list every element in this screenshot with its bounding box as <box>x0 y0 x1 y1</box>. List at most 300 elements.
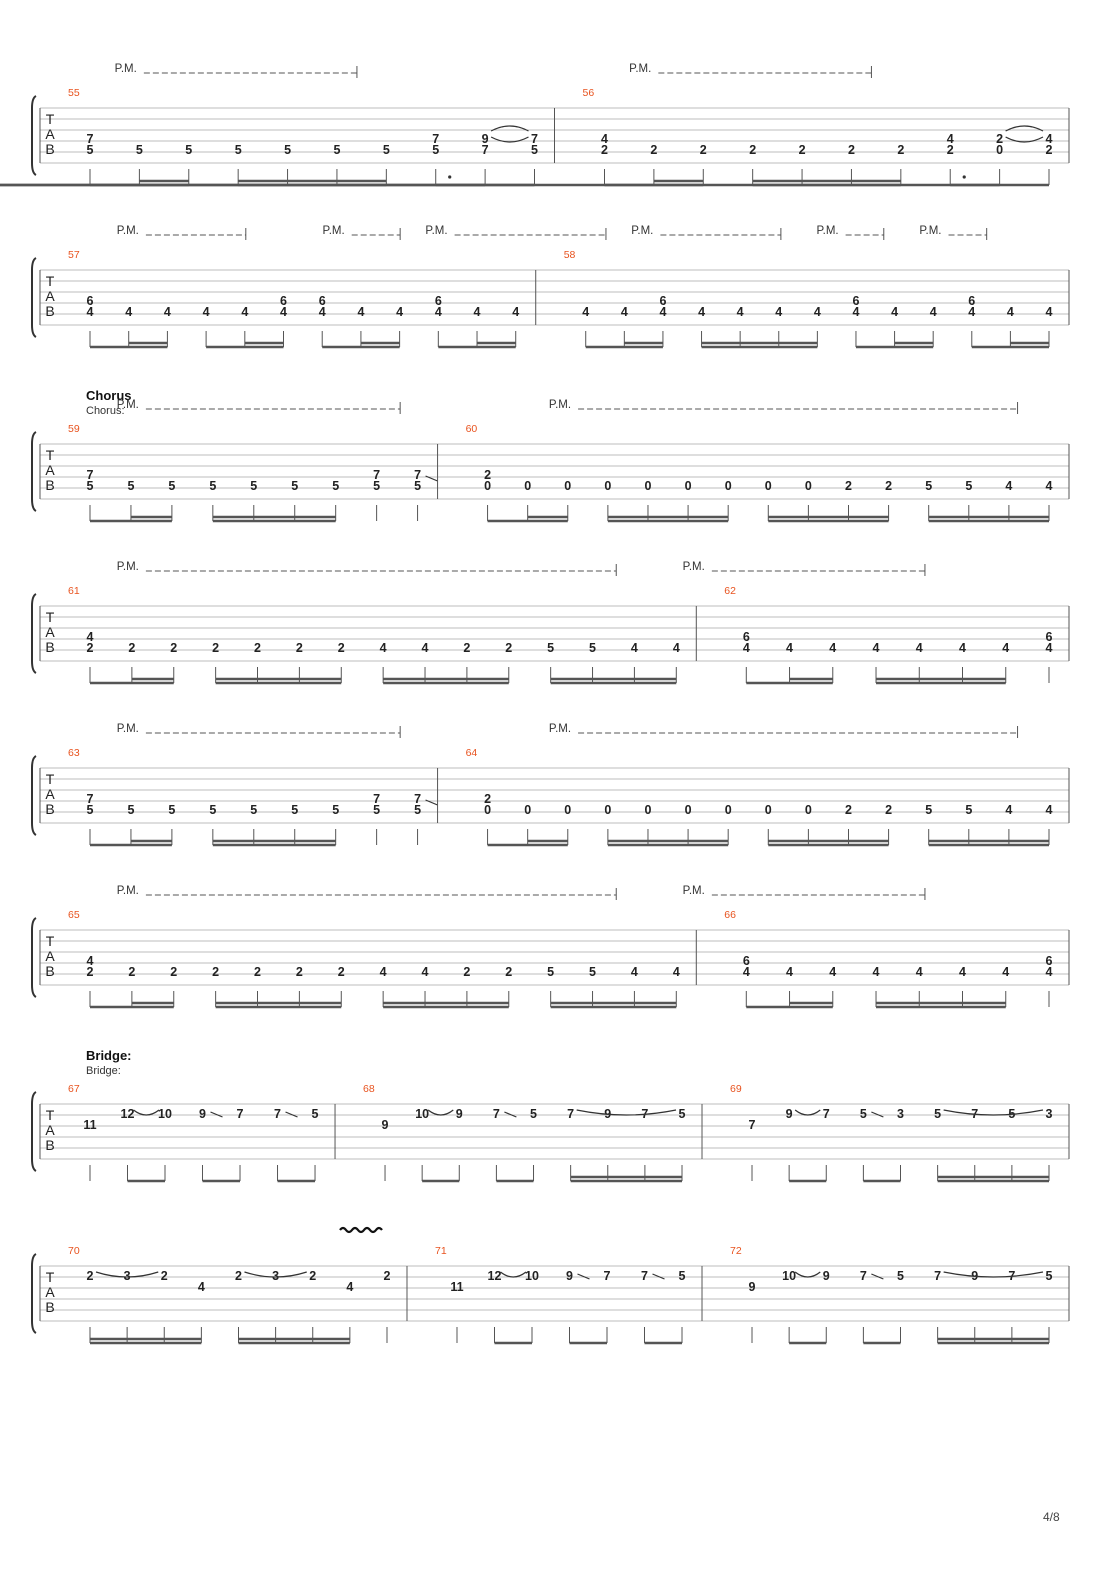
measure <box>702 1083 1053 1181</box>
fret-number: 3 <box>272 1269 280 1283</box>
fret-number: 9 <box>566 1269 573 1283</box>
fret-number: 5 <box>86 803 94 817</box>
fret-number: 2 <box>845 803 852 817</box>
measure-number: 69 <box>730 1083 742 1095</box>
fret-number: 4 <box>1005 479 1013 493</box>
fret-number: 5 <box>284 143 292 157</box>
section-title: Chorus <box>86 388 132 403</box>
fret-number: 4 <box>829 965 837 979</box>
fret-number: 5 <box>382 143 390 157</box>
measure <box>68 249 519 347</box>
fret-number: 7 <box>641 1107 649 1121</box>
fret-number: 7 <box>748 1118 756 1132</box>
fret-number: 2 <box>484 468 492 482</box>
fret-number: 4 <box>434 305 442 319</box>
fret-number: 4 <box>601 132 608 146</box>
tab-system <box>32 885 1069 1007</box>
fret-number: 5 <box>311 1107 319 1121</box>
fret-number: 6 <box>852 294 860 308</box>
tab-clef-letter: T <box>45 1269 55 1285</box>
measure-number: 57 <box>68 249 80 261</box>
measure-number: 64 <box>465 747 478 759</box>
fret-number: 5 <box>291 803 299 817</box>
fret-number: 5 <box>678 1107 686 1121</box>
palm-mute-label: P.M. <box>682 561 705 573</box>
palm-mute-label: P.M. <box>116 399 139 411</box>
fret-number: 7 <box>414 468 422 482</box>
measure <box>335 1083 686 1181</box>
fret-number: 2 <box>484 792 492 806</box>
fret-number: 6 <box>318 294 326 308</box>
fret-number: 7 <box>86 132 94 146</box>
fret-number: 3 <box>897 1107 904 1121</box>
fret-number: 5 <box>965 803 973 817</box>
fret-number: 5 <box>168 479 176 493</box>
fret-number: 0 <box>684 479 692 493</box>
fret-number: 4 <box>829 641 837 655</box>
fret-number: 7 <box>822 1107 830 1121</box>
palm-mute-label: P.M. <box>425 225 448 237</box>
fret-number: 6 <box>968 294 976 308</box>
fret-number: 0 <box>644 479 652 493</box>
tab-clef-letter: T <box>45 1107 55 1123</box>
fret-number: 2 <box>128 965 136 979</box>
fret-number: 2 <box>254 641 261 655</box>
measure <box>438 423 1053 521</box>
fret-number: 2 <box>505 641 513 655</box>
fret-number: 4 <box>959 641 966 655</box>
system-bracket <box>32 1092 36 1171</box>
fret-number: 4 <box>202 305 210 319</box>
fret-number: 5 <box>934 1107 942 1121</box>
tab-clef-letter: A <box>45 948 55 964</box>
tab-clef-letter: A <box>45 288 55 304</box>
fret-number: 7 <box>373 792 381 806</box>
fret-number: 6 <box>742 630 750 644</box>
fret-number: 2 <box>337 965 345 979</box>
fret-number: 2 <box>86 641 94 655</box>
fret-number: 4 <box>1005 803 1013 817</box>
fret-number: 2 <box>463 641 471 655</box>
palm-mute-label: P.M. <box>629 63 652 75</box>
measure <box>68 1245 391 1343</box>
measure-number: 66 <box>724 909 736 921</box>
measure <box>68 747 438 845</box>
fret-number: 7 <box>934 1269 942 1283</box>
measure <box>68 909 680 1007</box>
fret-number: 2 <box>699 143 707 157</box>
fret-number: 12 <box>120 1107 135 1121</box>
palm-mute-label: P.M. <box>322 225 345 237</box>
fret-number: 4 <box>1045 132 1053 146</box>
fret-number: 7 <box>1008 1269 1016 1283</box>
fret-number: 2 <box>601 143 608 157</box>
fret-number: 2 <box>749 143 757 157</box>
palm-mute-label: P.M. <box>116 723 139 735</box>
fret-number: 5 <box>897 1269 904 1283</box>
fret-number: 5 <box>373 479 381 493</box>
fret-number: 2 <box>885 479 893 493</box>
fret-number: 2 <box>295 965 303 979</box>
fret-number: 4 <box>813 305 821 319</box>
fret-number: 5 <box>209 479 217 493</box>
fret-number: 4 <box>379 641 387 655</box>
fret-number: 0 <box>644 803 652 817</box>
measure-number: 68 <box>363 1083 375 1095</box>
fret-number: 5 <box>678 1269 686 1283</box>
tab-system <box>0 63 1069 185</box>
fret-number: 4 <box>736 305 744 319</box>
fret-number: 5 <box>859 1107 867 1121</box>
fret-number: 10 <box>525 1269 539 1283</box>
fret-number: 7 <box>274 1107 281 1121</box>
fret-number: 2 <box>86 1269 94 1283</box>
fret-number: 4 <box>512 305 520 319</box>
fret-number: 10 <box>782 1269 797 1283</box>
fret-number: 7 <box>481 143 489 157</box>
fret-number: 4 <box>421 965 429 979</box>
fret-number: 5 <box>127 479 135 493</box>
tab-clef-letter: B <box>45 1137 55 1153</box>
fret-number: 6 <box>742 954 750 968</box>
fret-number: 4 <box>929 305 937 319</box>
section-subtitle: Chorus: <box>86 405 125 417</box>
fret-number: 0 <box>484 479 492 493</box>
tab-system <box>32 225 1069 347</box>
measure-number: 67 <box>68 1083 80 1095</box>
fret-number: 7 <box>432 132 440 146</box>
measure <box>696 909 1052 1007</box>
system-bracket <box>32 258 36 337</box>
fret-number: 5 <box>250 479 258 493</box>
fret-number: 2 <box>212 965 220 979</box>
fret-number: 5 <box>86 479 94 493</box>
fret-number: 0 <box>724 803 732 817</box>
fret-number: 5 <box>547 965 555 979</box>
fret-number: 5 <box>168 803 176 817</box>
fret-number: 5 <box>1008 1107 1016 1121</box>
fret-number: 0 <box>684 803 692 817</box>
fret-number: 5 <box>333 143 341 157</box>
fret-number: 5 <box>414 803 422 817</box>
fret-number: 5 <box>86 143 94 157</box>
fret-number: 0 <box>804 479 812 493</box>
measure-number: 58 <box>563 249 576 261</box>
fret-number: 2 <box>309 1269 317 1283</box>
fret-number: 4 <box>86 954 94 968</box>
tab-clef-letter: T <box>45 933 55 949</box>
fret-number: 9 <box>748 1280 756 1294</box>
fret-number: 7 <box>971 1107 979 1121</box>
system-bracket <box>32 756 36 835</box>
fret-number: 2 <box>235 1269 242 1283</box>
fret-number: 4 <box>357 305 365 319</box>
tab-clef-letter: B <box>45 639 55 655</box>
tab-clef-letter: B <box>45 963 55 979</box>
fret-number: 9 <box>455 1107 463 1121</box>
fret-number: 0 <box>604 803 612 817</box>
fret-number: 6 <box>1045 954 1053 968</box>
fret-number: 4 <box>742 641 750 655</box>
slur-arc <box>577 1110 676 1115</box>
fret-number: 5 <box>1045 1269 1053 1283</box>
fret-number: 4 <box>775 305 783 319</box>
fret-number: 0 <box>524 803 532 817</box>
fret-number: 4 <box>1045 479 1053 493</box>
fret-number: 6 <box>280 294 287 308</box>
fret-number: 4 <box>473 305 481 319</box>
fret-number: 6 <box>86 294 94 308</box>
fret-number: 10 <box>158 1107 172 1121</box>
fret-number: 4 <box>915 965 923 979</box>
palm-mute-label: P.M. <box>919 225 942 237</box>
tab-clef-letter: T <box>45 447 55 463</box>
dot-mark <box>963 175 966 178</box>
measure-number: 56 <box>582 87 595 99</box>
fret-number: 4 <box>1045 305 1053 319</box>
measure-number: 55 <box>68 87 80 99</box>
fret-number: 4 <box>630 965 638 979</box>
fret-number: 0 <box>724 479 732 493</box>
fret-number: 4 <box>891 305 899 319</box>
fret-number: 2 <box>254 965 261 979</box>
fret-number: 5 <box>373 803 381 817</box>
system-bracket <box>32 594 36 673</box>
fret-number: 7 <box>603 1269 611 1283</box>
tab-clef-letter: B <box>45 1299 55 1315</box>
fret-number: 5 <box>965 479 973 493</box>
slur-arc <box>134 1110 160 1115</box>
fret-number: 5 <box>127 803 135 817</box>
fret-number: 4 <box>872 641 880 655</box>
fret-number: 4 <box>163 305 171 319</box>
fret-number: 4 <box>659 305 667 319</box>
fret-number: 2 <box>295 641 303 655</box>
measure <box>0 87 1053 185</box>
fret-number: 4 <box>197 1280 205 1294</box>
fret-number: 4 <box>1006 305 1014 319</box>
fret-number: 5 <box>135 143 143 157</box>
fret-number: 0 <box>484 803 492 817</box>
tab-clef-letter: B <box>45 303 55 319</box>
system-bracket <box>32 918 36 997</box>
fret-number: 4 <box>786 641 794 655</box>
fret-number: 2 <box>897 143 905 157</box>
fret-number: 4 <box>1045 641 1053 655</box>
slur-arc <box>795 1272 820 1277</box>
fret-number: 4 <box>346 1280 354 1294</box>
fret-number: 9 <box>971 1269 979 1283</box>
palm-mute-label: P.M. <box>548 723 572 735</box>
palm-mute-label: P.M. <box>116 885 139 897</box>
fret-number: 4 <box>872 965 880 979</box>
tab-clef-letter: T <box>45 273 55 289</box>
fret-number: 11 <box>83 1118 97 1132</box>
fret-number: 2 <box>463 965 471 979</box>
fret-number: 5 <box>332 479 340 493</box>
slur-arc <box>944 1272 1043 1277</box>
fret-number: 4 <box>280 305 287 319</box>
fret-number: 2 <box>946 143 954 157</box>
fret-number: 4 <box>672 641 680 655</box>
fret-number: 9 <box>199 1107 206 1121</box>
measure-number: 63 <box>68 747 80 759</box>
fret-number: 5 <box>250 803 258 817</box>
palm-mute-label: P.M. <box>116 561 139 573</box>
tab-clef-letter: A <box>45 126 55 142</box>
measure-number: 72 <box>730 1245 742 1257</box>
fret-number: 5 <box>589 965 597 979</box>
tab-system <box>32 1048 1069 1181</box>
fret-number: 9 <box>785 1107 793 1121</box>
measure <box>407 1245 686 1343</box>
fret-number: 4 <box>421 641 429 655</box>
fret-number: 4 <box>786 965 794 979</box>
fret-number: 7 <box>236 1107 244 1121</box>
fret-number: 11 <box>450 1280 464 1294</box>
fret-number: 5 <box>414 479 422 493</box>
fret-number: 4 <box>86 630 94 644</box>
fret-number: 4 <box>968 305 976 319</box>
section-subtitle: Bridge: <box>86 1065 121 1077</box>
fret-number: 0 <box>764 479 772 493</box>
fret-number: 7 <box>492 1107 500 1121</box>
slur-arc <box>795 1110 820 1115</box>
measure <box>68 1083 319 1181</box>
measure <box>68 585 680 683</box>
fret-number: 4 <box>86 305 94 319</box>
fret-number: 4 <box>672 965 680 979</box>
fret-number: 7 <box>414 792 422 806</box>
fret-number: 3 <box>123 1269 131 1283</box>
measure <box>0 87 538 185</box>
tab-system <box>32 388 1069 521</box>
fret-number: 2 <box>885 803 893 817</box>
fret-number: 5 <box>185 143 193 157</box>
measure-number: 62 <box>724 585 736 597</box>
vibrato-icon <box>340 1228 382 1232</box>
fret-number: 5 <box>547 641 555 655</box>
measure-number: 65 <box>68 909 80 921</box>
fret-number: 6 <box>659 294 667 308</box>
fret-number: 2 <box>650 143 658 157</box>
fret-number: 7 <box>86 468 94 482</box>
fret-number: 9 <box>481 132 489 146</box>
measure <box>702 1245 1053 1343</box>
tab-clef-letter: T <box>45 771 55 787</box>
tab-clef-letter: T <box>45 609 55 625</box>
fret-number: 5 <box>589 641 597 655</box>
fret-number: 5 <box>925 479 933 493</box>
fret-number: 0 <box>564 479 572 493</box>
fret-number: 7 <box>641 1269 648 1283</box>
palm-mute-label: P.M. <box>682 885 705 897</box>
fret-number: 5 <box>925 803 933 817</box>
tab-system <box>32 561 1069 683</box>
fret-number: 5 <box>234 143 242 157</box>
fret-number: 0 <box>996 143 1004 157</box>
measure-number: 59 <box>68 423 80 435</box>
fret-number: 4 <box>1002 965 1010 979</box>
measure <box>536 249 1053 347</box>
tab-clef-letter: A <box>45 786 55 802</box>
section-title: Bridge: <box>86 1048 132 1063</box>
fret-number: 2 <box>170 965 178 979</box>
dot-mark <box>448 175 451 178</box>
fret-number: 12 <box>487 1269 502 1283</box>
fret-number: 2 <box>128 641 136 655</box>
page-number: 4/8 <box>1043 1510 1060 1524</box>
fret-number: 6 <box>1045 630 1053 644</box>
fret-number: 4 <box>630 641 638 655</box>
fret-number: 4 <box>698 305 706 319</box>
system-bracket <box>32 432 36 511</box>
palm-mute-label: P.M. <box>114 63 137 75</box>
tab-clef-letter: A <box>45 462 55 478</box>
fret-number: 4 <box>318 305 326 319</box>
fret-number: 4 <box>852 305 860 319</box>
measure-number: 60 <box>465 423 478 435</box>
fret-number: 4 <box>125 305 133 319</box>
fret-number: 7 <box>531 132 538 146</box>
fret-number: 4 <box>379 965 387 979</box>
fret-number: 2 <box>383 1269 391 1283</box>
tab-system <box>32 723 1069 845</box>
system-bracket <box>32 1254 36 1333</box>
fret-number: 5 <box>530 1107 537 1121</box>
fret-number: 2 <box>1045 143 1053 157</box>
tab-clef-letter: B <box>45 801 55 817</box>
fret-number: 0 <box>564 803 572 817</box>
slur-arc <box>944 1110 1043 1115</box>
fret-number: 9 <box>381 1118 389 1132</box>
slur-arc <box>500 1272 526 1277</box>
tab-clef-letter: A <box>45 1284 55 1300</box>
fret-number: 7 <box>373 468 381 482</box>
fret-number: 4 <box>946 132 954 146</box>
fret-number: 4 <box>742 965 750 979</box>
fret-number: 10 <box>415 1107 430 1121</box>
fret-number: 5 <box>432 143 440 157</box>
fret-number: 4 <box>1045 965 1053 979</box>
fret-number: 4 <box>620 305 628 319</box>
fret-number: 7 <box>567 1107 575 1121</box>
tab-clef-letter: A <box>45 624 55 640</box>
fret-number: 4 <box>959 965 966 979</box>
fret-number: 4 <box>915 641 923 655</box>
measure <box>438 747 1053 845</box>
fret-number: 4 <box>1002 641 1010 655</box>
tab-clef-letter: A <box>45 1122 55 1138</box>
fret-number: 4 <box>1045 803 1053 817</box>
palm-mute-label: P.M. <box>816 225 839 237</box>
fret-number: 4 <box>582 305 590 319</box>
fret-number: 5 <box>531 143 538 157</box>
measure-number: 71 <box>434 1245 447 1257</box>
fret-number: 2 <box>798 143 806 157</box>
fret-number: 5 <box>332 803 340 817</box>
fret-number: 2 <box>996 132 1004 146</box>
fret-number: 0 <box>604 479 612 493</box>
tab-clef-letter: B <box>45 141 55 157</box>
fret-number: 2 <box>170 641 178 655</box>
measure <box>68 423 438 521</box>
measure <box>696 585 1052 683</box>
fret-number: 5 <box>209 803 217 817</box>
fret-number: 2 <box>847 143 855 157</box>
fret-number: 0 <box>804 803 812 817</box>
fret-number: 2 <box>86 965 94 979</box>
